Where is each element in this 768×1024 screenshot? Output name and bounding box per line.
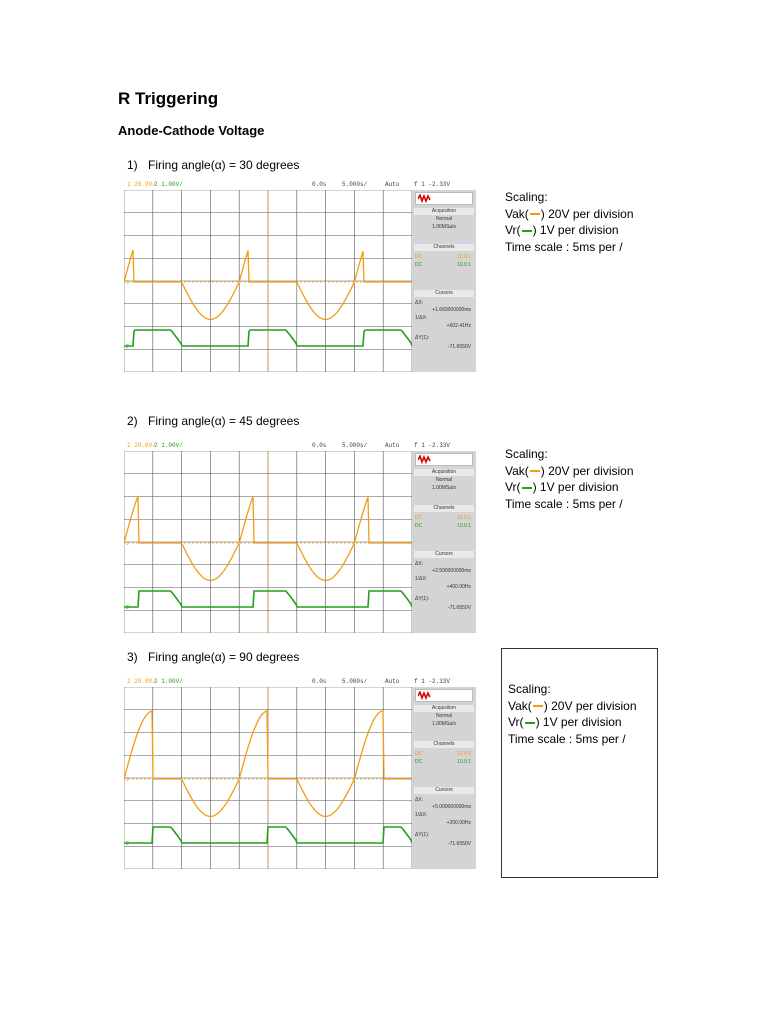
experiment-label: Firing angle(α) = 30 degrees: [148, 158, 300, 172]
ch2-scale-readout: 2 1.00V/: [154, 678, 183, 685]
vr-scale: [505, 222, 634, 239]
cursors-header[interactable]: Cursors: [414, 787, 474, 794]
cursor-value: -71.6550V: [447, 841, 471, 847]
vr-scale: [508, 714, 637, 731]
cursors-header[interactable]: Cursors: [414, 290, 474, 297]
time-scale-readout: 5.000s/: [342, 678, 368, 685]
channels-header[interactable]: Channels: [414, 244, 474, 251]
cursor-value: -71.6550V: [447, 605, 471, 611]
sample-rate: 1.00MSa/s: [432, 485, 456, 491]
channels-header[interactable]: Channels: [414, 505, 474, 512]
section-subtitle: Anode-Cathode Voltage: [118, 123, 265, 138]
experiment-number: 1): [127, 158, 138, 172]
acquisition-mode: Normal: [435, 216, 453, 222]
sample-rate: 1.00MSa/s: [432, 721, 456, 727]
channel-1-row: [415, 751, 473, 757]
vak-prefix: Vak(: [505, 463, 529, 478]
oscilloscope-capture: [124, 441, 476, 633]
cursor-label: ΔX:: [415, 797, 424, 803]
scope-screen: [124, 687, 412, 869]
cursor-value: +400.00Hz: [446, 584, 471, 590]
delta-x-label: [415, 300, 473, 306]
ch2-ground-marker: 2: [126, 841, 129, 847]
scope-screen: [124, 451, 412, 633]
time-scale: Time scale : 5ms per /: [505, 496, 623, 511]
channel-coupling: DC: [415, 254, 423, 260]
trigger-mode-readout: Auto: [385, 181, 400, 188]
delta-y-label: [415, 596, 473, 602]
trigger-mode-readout: Auto: [385, 678, 400, 685]
scaling-title: Scaling:: [505, 447, 548, 461]
oscilloscope-capture: [124, 180, 476, 372]
vr-suffix: ) 1V per division: [532, 223, 619, 237]
trigger-level-readout: f 1 -2.33V: [414, 181, 451, 188]
scaling-legend: [508, 681, 637, 747]
delta-x-label: [415, 561, 473, 567]
delta-y-label: [415, 832, 473, 838]
vr-color-swatch: [522, 230, 532, 232]
ch1-ground-marker: 1: [126, 777, 129, 783]
acquisition-header[interactable]: Acquisition: [414, 208, 474, 215]
scaling-legend: [505, 446, 634, 512]
scope-side-panel: [412, 687, 476, 869]
channel-coupling: DC: [415, 262, 423, 268]
time-scale-readout: 5.000s/: [342, 181, 368, 188]
channel-coupling: DC: [415, 523, 423, 529]
waveform-plot: [124, 190, 412, 372]
channel-2-row: [415, 262, 473, 268]
time-offset-readout: 0.0s: [312, 678, 327, 685]
delta-y-label: [415, 335, 473, 341]
vak-suffix: ) 20V per division: [543, 698, 637, 713]
cursor-value: -71.6550V: [447, 344, 471, 350]
vr-prefix: Vr(: [505, 223, 521, 237]
ch2-scale-readout: 2 1.00V/: [154, 442, 183, 449]
vr-color-swatch: [522, 487, 532, 489]
acquisition-header[interactable]: Acquisition: [414, 705, 474, 712]
vr-prefix: Vr(: [505, 480, 521, 494]
sample-rate: 1.00MSa/s: [432, 224, 456, 230]
inverse-delta-x-label: [415, 315, 473, 321]
scope-status-bar: [124, 180, 476, 190]
channel-2-row: [415, 523, 473, 529]
acquisition-header[interactable]: Acquisition: [414, 469, 474, 476]
experiment-label: Firing angle(α) = 90 degrees: [148, 650, 300, 664]
experiment-number: 2): [127, 414, 138, 428]
ch1-ground-marker: 1: [126, 280, 129, 286]
scaling-title: Scaling:: [505, 190, 548, 204]
vr-suffix: ) 1V per division: [532, 480, 619, 494]
acquisition-mode: Normal: [435, 477, 453, 483]
vr-suffix: ) 1V per division: [535, 715, 622, 729]
vak-suffix: ) 20V per division: [540, 206, 634, 221]
channel-probe: 10.0:1: [457, 262, 471, 268]
channel-probe: 10.0:1: [457, 523, 471, 529]
grid: [124, 190, 412, 372]
scaling-title: Scaling:: [508, 682, 551, 696]
delta-x-label: [415, 797, 473, 803]
vak-suffix: ) 20V per division: [540, 463, 634, 478]
vak-scale: [505, 463, 634, 480]
experiment-number: 3): [127, 650, 138, 664]
channel-1-row: [415, 254, 473, 260]
keysight-logo-icon: [415, 453, 473, 466]
oscilloscope-capture: [124, 677, 476, 869]
channel-probe: 10.0:1: [457, 254, 471, 260]
channel-coupling: DC: [415, 751, 423, 757]
cursor-label: ΔY(1):: [415, 596, 430, 602]
vak-prefix: Vak(: [505, 206, 529, 221]
ch2-ground-marker: 2: [126, 344, 129, 350]
cursor-label: ΔY(1):: [415, 832, 430, 838]
time-offset-readout: 0.0s: [312, 442, 327, 449]
channel-probe: 10.0:1: [457, 759, 471, 765]
vr-scale: [505, 479, 634, 496]
experiment-label: Firing angle(α) = 45 degrees: [148, 414, 300, 428]
vak-color-swatch: [530, 213, 540, 215]
experiment-heading-3: [127, 650, 299, 664]
cursor-value: +200.00Hz: [446, 820, 471, 826]
ch1-scale-readout: 1 20.0V/: [127, 678, 156, 685]
scaling-legend: [505, 189, 634, 255]
cursor-value: +2.500000000ms: [432, 568, 471, 574]
ch1-ground-marker: 1: [126, 541, 129, 547]
keysight-logo-icon: [415, 192, 473, 205]
cursor-label: 1/ΔX:: [415, 576, 428, 582]
ch1-scale-readout: 1 20.0V/: [127, 442, 156, 449]
cursor-value: +1.660000000ms: [432, 307, 471, 313]
cursor-label: 1/ΔX:: [415, 812, 428, 818]
vr-prefix: Vr(: [508, 715, 524, 729]
channel-coupling: DC: [415, 515, 423, 521]
vak-scale: [505, 206, 634, 223]
vak-color-swatch: [530, 470, 540, 472]
scope-side-panel: [412, 190, 476, 372]
ch1-scale-readout: 1 20.0V/: [127, 181, 156, 188]
ch2-ground-marker: 2: [126, 605, 129, 611]
ch2-scale-readout: 2 1.00V/: [154, 181, 183, 188]
waveform-plot: [124, 687, 412, 869]
vak-color-swatch: [533, 705, 543, 707]
cursor-value: +602.41Hz: [446, 323, 471, 329]
scope-screen: [124, 190, 412, 372]
waveform-plot: [124, 451, 412, 633]
channel-probe: 10.0:1: [457, 515, 471, 521]
scope-side-panel: [412, 451, 476, 633]
channel-1-row: [415, 515, 473, 521]
vak-scale: [508, 698, 637, 715]
channel-coupling: DC: [415, 759, 423, 765]
cursors-header[interactable]: Cursors: [414, 551, 474, 558]
experiment-heading-1: [127, 158, 299, 172]
trigger-mode-readout: Auto: [385, 442, 400, 449]
vr-color-swatch: [525, 722, 535, 724]
page-title: R Triggering: [118, 89, 219, 108]
keysight-logo-icon: [415, 689, 473, 702]
acquisition-mode: Normal: [435, 713, 453, 719]
cursor-label: ΔX:: [415, 561, 424, 567]
time-scale: Time scale : 5ms per /: [505, 239, 623, 254]
cursor-value: +5.000000000ms: [432, 804, 471, 810]
time-offset-readout: 0.0s: [312, 181, 327, 188]
trigger-level-readout: f 1 -2.33V: [414, 678, 451, 685]
trigger-level-readout: f 1 -2.33V: [414, 442, 451, 449]
time-scale: Time scale : 5ms per /: [508, 731, 626, 746]
cursor-label: 1/ΔX:: [415, 315, 428, 321]
channels-header[interactable]: Channels: [414, 741, 474, 748]
channel-2-row: [415, 759, 473, 765]
scope-status-bar: [124, 677, 476, 687]
channel-probe: 10.0:1: [457, 751, 471, 757]
vak-prefix: Vak(: [508, 698, 532, 713]
inverse-delta-x-label: [415, 576, 473, 582]
experiment-heading-2: [127, 414, 299, 428]
scope-status-bar: [124, 441, 476, 451]
cursor-label: ΔX:: [415, 300, 424, 306]
cursor-label: ΔY(1):: [415, 335, 430, 341]
time-scale-readout: 5.000s/: [342, 442, 368, 449]
inverse-delta-x-label: [415, 812, 473, 818]
